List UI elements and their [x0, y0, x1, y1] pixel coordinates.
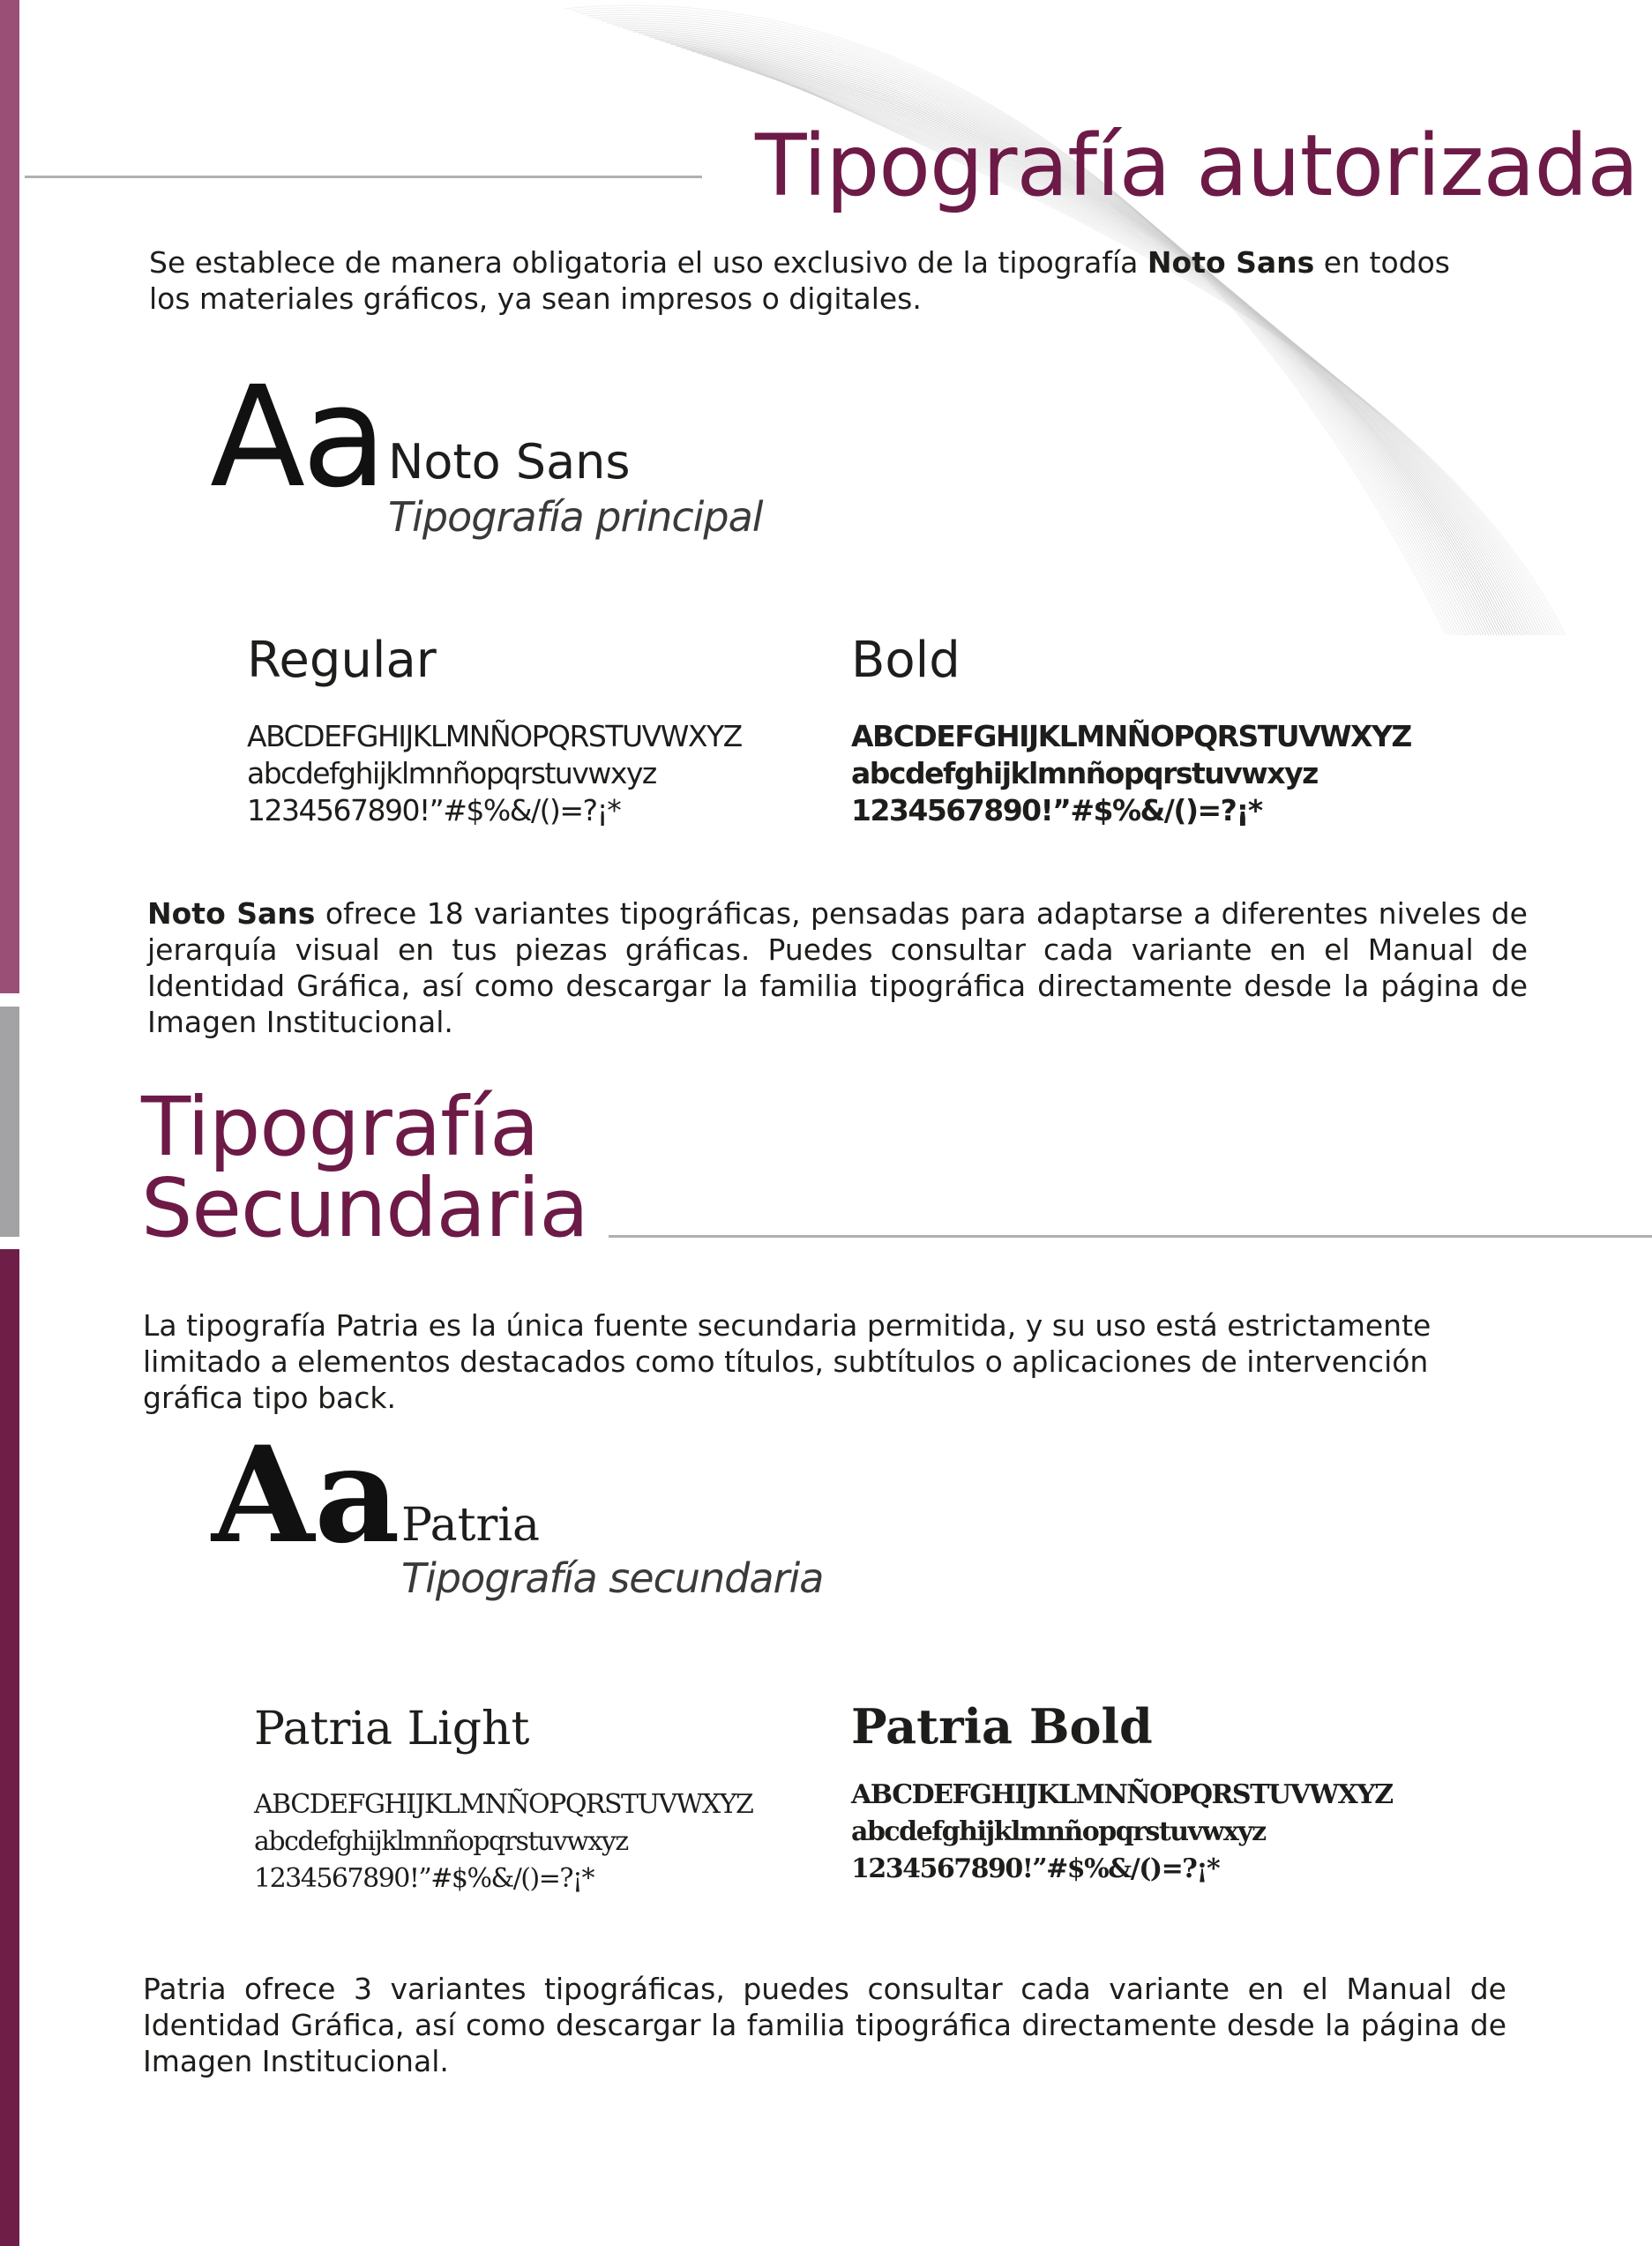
primary-note-text: ofrece 18 variantes tipográficas, pensadas para adaptarse a diferentes niveles de jerarquía visual en tus piezas gráficas. Puedes consultar cada variante en el Manual de Identidad Gráfica, así como descargar la familia tipográfica directamente desde la página de Imagen Institucional. [147, 896, 1528, 1039]
patria-light-symbols: 1234567890!”#$%&/()=?¡* [254, 1863, 594, 1894]
wave-line [602, 21, 1465, 635]
primary-note-font: Noto Sans [147, 896, 316, 931]
wave-line [607, 23, 1468, 635]
regular-symbols: 1234567890!”#$%&/()=?¡* [247, 793, 621, 827]
variant-heading-bold: Bold [851, 632, 961, 689]
patria-light-lowercase: abcdefghijklmnñopqrstuvwxyz [254, 1826, 628, 1857]
title-rule-secondary [609, 1235, 1652, 1238]
primary-intro-before: Se establece de manera obligatoria el uso exclusivo de la tipografía [149, 245, 1147, 280]
bold-lowercase: abcdefghijklmnñopqrstuvwxyz [851, 756, 1318, 790]
patria-light-uppercase: ABCDEFGHIJKLMNÑOPQRSTUVWXYZ [254, 1789, 753, 1820]
patria-bold-lowercase: abcdefghijklmnñopqrstuvwxyz [851, 1816, 1266, 1847]
page-title: Tipografía autorizada [755, 116, 1639, 215]
wave-line [575, 10, 1452, 635]
wave-line [596, 19, 1462, 635]
wave-line [580, 12, 1454, 635]
bold-uppercase: ABCDEFGHIJKLMNÑOPQRSTUVWXYZ [851, 719, 1411, 753]
patria-bold-symbols: 1234567890!”#$%&/()=?¡* [851, 1853, 1220, 1884]
title-rule-primary [25, 176, 702, 178]
secondary-font-name: Patria [401, 1499, 541, 1552]
side-bar-bottom [0, 1249, 19, 2246]
bold-symbols: 1234567890!”#$%&/()=?¡* [851, 793, 1262, 827]
variant-heading-patria-light: Patria Light [254, 1703, 530, 1756]
primary-font-name: Noto Sans [388, 434, 631, 490]
secondary-title-line1: Tipografía [141, 1080, 539, 1174]
regular-lowercase: abcdefghijklmnñopqrstuvwxyz [247, 756, 656, 790]
secondary-intro: La tipografía Patria es la única fuente secundaria permitida, y su uso está estrictamente limitado a elementos destacados como títulos, subtítulos o aplicaciones de intervención gráfica tipo back. [143, 1308, 1431, 1415]
side-bar-middle [0, 1007, 19, 1237]
variant-heading-patria-bold: Patria Bold [851, 1698, 1153, 1755]
primary-intro-after: en todos los materiales gráficos, ya sean impresos o digitales. [149, 245, 1450, 316]
regular-uppercase: ABCDEFGHIJKLMNÑOPQRSTUVWXYZ [247, 719, 742, 753]
wave-line [591, 17, 1460, 635]
primary-note [147, 895, 1528, 1040]
secondary-note: Patria ofrece 3 variantes tipográficas, puedes consultar cada variante en el Manual de Identidad Gráfica, así como descargar la familia tipográfica directamente desde la página de Imagen Institucional. [143, 1972, 1506, 2078]
primary-intro [149, 244, 1472, 317]
wave-line [570, 8, 1449, 635]
primary-glyph-sample: Aa [210, 356, 384, 519]
variant-heading-regular: Regular [247, 632, 437, 689]
secondary-title-line2: Secundaria [141, 1161, 588, 1255]
patria-bold-uppercase: ABCDEFGHIJKLMNÑOPQRSTUVWXYZ [851, 1779, 1393, 1810]
secondary-glyph-sample: Aa [212, 1418, 400, 1573]
secondary-title [141, 1080, 588, 1255]
primary-font-role: Tipografía principal [388, 493, 763, 541]
secondary-font-role: Tipografía secundaria [401, 1554, 824, 1602]
primary-intro-font: Noto Sans [1147, 245, 1315, 280]
side-bar-top [0, 0, 19, 993]
wave-line [586, 15, 1457, 635]
